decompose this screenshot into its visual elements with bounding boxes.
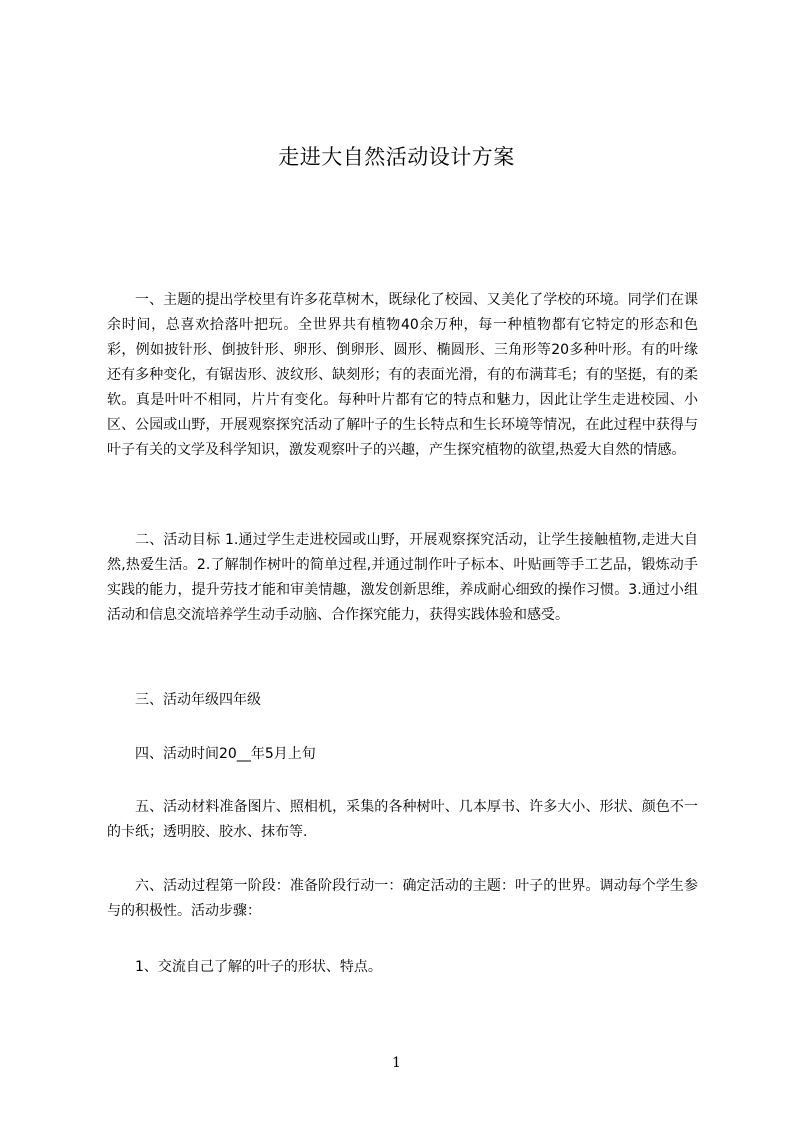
section-goals-paragraph: 二、活动目标 1.通过学生走进校园或山野，开展观察探究活动，让学生接触植物,走进大自然,热爱生活。2.了解制作树叶的简单过程,并通过制作叶子标本、叶贴画等手工艺品，锻炼动手实践的能力，提升劳技才能和审美情趣，激发创新思维，养成耐心细致的操作习惯。3.通过小组活动和信息交流培养学生动手动脑、合作探究能力，获得实践体验和感受。: [107, 532, 698, 623]
section-process-paragraph: 六、活动过程第一阶段：准备阶段行动一：确定活动的主题：叶子的世界。调动每个学生参与的积极性。活动步骤：: [107, 878, 698, 919]
section-grade-paragraph: 三、活动年级四年级: [135, 692, 261, 708]
section-topic-paragraph: 一、主题的提出学校里有许多花草树木，既绿化了校园、又美化了学校的环境。同学们在课余时间，总喜欢拾落叶把玩。全世界共有植物40余万种，每一种植物都有它特定的形态和色彩，例如披针形、倒披针形、卵形、倒卵形、圆形、椭圆形、三角形等20多种叶形。有的叶缘还有多种变化，有锯齿形、波纹形、缺刻形；有的表面光滑，有的布满茸毛；有的坚挺，有的柔软。真是叶叶不相同，片片有变化。每种叶片都有它的特点和魅力，因此让学生走进校园、小区、公园或山野，开展观察探究活动了解叶子的生长特点和生长环境等情况，在此过程中获得与叶子有关的文学及科学知识，激发观察叶子的兴趣，产生探究植物的欲望,热爱大自然的情感。: [107, 292, 698, 458]
page-number: 1: [392, 1055, 401, 1071]
document-title: 走进大自然活动设计方案: [278, 145, 515, 169]
section-materials-paragraph: 五、活动材料准备图片、照相机，采集的各种树叶、几本厚书、许多大小、形状、颜色不一的卡纸；透明胶、胶水、抹布等.: [107, 799, 698, 840]
process-step-paragraph: 1、交流自己了解的叶子的形状、特点。: [135, 959, 382, 975]
section-time-paragraph: 四、活动时间20__年5月上旬: [135, 746, 316, 762]
